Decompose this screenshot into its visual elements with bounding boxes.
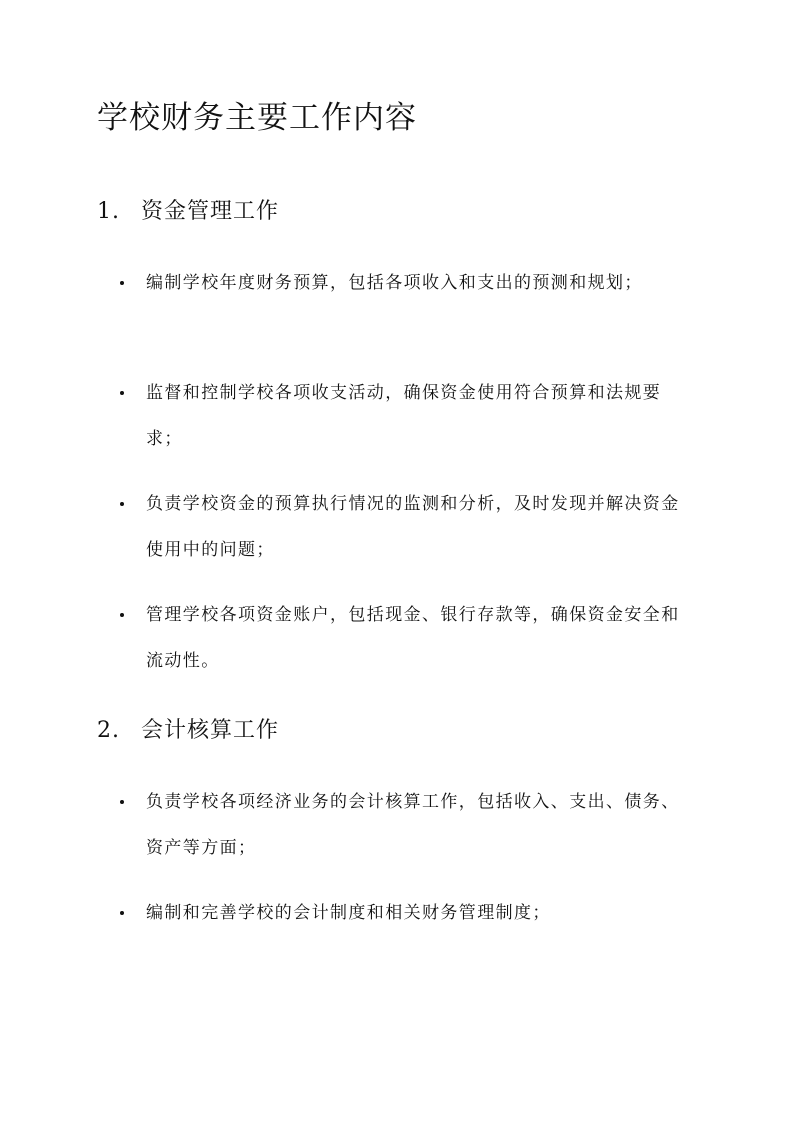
document-title: 学校财务主要工作内容 [97, 100, 417, 136]
section-heading-2 [97, 715, 279, 747]
list-item [146, 779, 691, 871]
list-item [146, 260, 691, 306]
list-item [146, 890, 691, 936]
list-item-text: 编制和完善学校的会计制度和相关财务管理制度； [146, 903, 551, 923]
section-number: 2. [97, 718, 120, 743]
section-heading-1 [97, 196, 279, 228]
list-item [146, 370, 691, 462]
bullet-icon [120, 502, 124, 506]
list-item-text: 编制学校年度财务预算，包括各项收入和支出的预测和规划； [146, 273, 643, 293]
list-item-text: 负责学校各项经济业务的会计核算工作，包括收入、支出、债务、资产等方面； [146, 792, 680, 858]
bullet-icon [120, 613, 124, 617]
list-item-text: 负责学校资金的预算执行情况的监测和分析，及时发现并解决资金使用中的问题； [146, 494, 680, 560]
bullet-icon [120, 391, 124, 395]
list-item [146, 592, 691, 684]
bullet-icon [120, 800, 124, 804]
section-title: 会计核算工作 [141, 718, 280, 743]
list-item-text: 管理学校各项资金账户，包括现金、银行存款等，确保资金安全和流动性。 [146, 605, 680, 671]
section-number: 1. [97, 199, 120, 224]
bullet-icon [120, 911, 124, 915]
list-item [146, 481, 691, 573]
section-title: 资金管理工作 [141, 199, 280, 224]
bullet-icon [120, 281, 124, 285]
list-item-text: 监督和控制学校各项收支活动，确保资金使用符合预算和法规要求； [146, 383, 662, 449]
